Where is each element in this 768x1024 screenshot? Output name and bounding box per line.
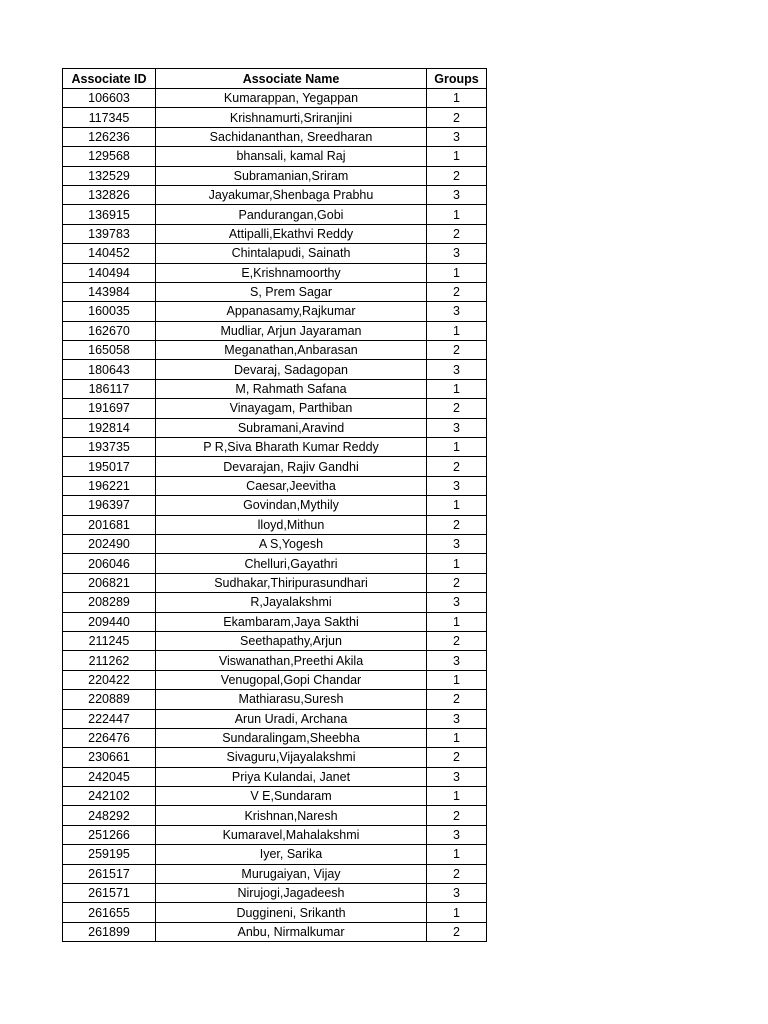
- associate-id-cell: 196397: [63, 496, 156, 515]
- groups-cell: 1: [427, 438, 487, 457]
- associate-name-cell: Jayakumar,Shenbaga Prabhu: [156, 185, 427, 204]
- associate-id-cell: 126236: [63, 127, 156, 146]
- associate-id-cell: 222447: [63, 709, 156, 728]
- table-row: [63, 903, 487, 922]
- groups-cell: 3: [427, 709, 487, 728]
- associate-name-cell: Sachidananthan, Sreedharan: [156, 127, 427, 146]
- associate-name-cell: Kumarappan, Yegappan: [156, 89, 427, 108]
- associate-id-cell: 261899: [63, 922, 156, 941]
- groups-cell: 1: [427, 321, 487, 340]
- table-row: [63, 282, 487, 301]
- groups-cell: 1: [427, 379, 487, 398]
- table-row: [63, 922, 487, 941]
- groups-cell: 3: [427, 127, 487, 146]
- table-row: [63, 845, 487, 864]
- associate-id-cell: 261655: [63, 903, 156, 922]
- associate-name-cell: Devarajan, Rajiv Gandhi: [156, 457, 427, 476]
- table-row: [63, 767, 487, 786]
- associate-name-cell: Ekambaram,Jaya Sakthi: [156, 612, 427, 631]
- table-row: [63, 108, 487, 127]
- table-row: [63, 573, 487, 592]
- groups-cell: 1: [427, 787, 487, 806]
- table-row: [63, 399, 487, 418]
- associate-id-cell: 162670: [63, 321, 156, 340]
- table-row: [63, 554, 487, 573]
- associate-id-cell: 117345: [63, 108, 156, 127]
- groups-cell: 2: [427, 457, 487, 476]
- header-groups: Groups: [427, 69, 487, 89]
- groups-cell: 2: [427, 341, 487, 360]
- table-row: [63, 438, 487, 457]
- groups-cell: 2: [427, 748, 487, 767]
- groups-cell: 2: [427, 864, 487, 883]
- associate-name-cell: Pandurangan,Gobi: [156, 205, 427, 224]
- associate-id-cell: 143984: [63, 282, 156, 301]
- associate-id-cell: 251266: [63, 825, 156, 844]
- groups-cell: 1: [427, 89, 487, 108]
- associate-name-cell: Devaraj, Sadagopan: [156, 360, 427, 379]
- associate-name-cell: bhansali, kamal Raj: [156, 147, 427, 166]
- table-row: [63, 690, 487, 709]
- table-row: [63, 263, 487, 282]
- associate-id-cell: 202490: [63, 534, 156, 553]
- associate-name-cell: Meganathan,Anbarasan: [156, 341, 427, 360]
- associate-id-cell: 140452: [63, 244, 156, 263]
- table-row: [63, 302, 487, 321]
- associate-name-cell: Vinayagam, Parthiban: [156, 399, 427, 418]
- table-row: [63, 127, 487, 146]
- associate-name-cell: Kumaravel,Mahalakshmi: [156, 825, 427, 844]
- associate-id-cell: 206821: [63, 573, 156, 592]
- groups-cell: 3: [427, 360, 487, 379]
- associate-id-cell: 209440: [63, 612, 156, 631]
- associate-name-cell: A S,Yogesh: [156, 534, 427, 553]
- associate-name-cell: Caesar,Jeevitha: [156, 476, 427, 495]
- groups-cell: 2: [427, 224, 487, 243]
- groups-cell: 3: [427, 302, 487, 321]
- associate-name-cell: Attipalli,Ekathvi Reddy: [156, 224, 427, 243]
- associate-name-cell: P R,Siva Bharath Kumar Reddy: [156, 438, 427, 457]
- associate-name-cell: Chintalapudi, Sainath: [156, 244, 427, 263]
- groups-cell: 3: [427, 825, 487, 844]
- associate-id-cell: 261517: [63, 864, 156, 883]
- table-row: [63, 379, 487, 398]
- associate-id-cell: 139783: [63, 224, 156, 243]
- associate-id-cell: 226476: [63, 728, 156, 747]
- table-row: [63, 709, 487, 728]
- associate-id-cell: 132529: [63, 166, 156, 185]
- associate-id-cell: 201681: [63, 515, 156, 534]
- associate-groups-table: [62, 68, 487, 942]
- table-row: [63, 341, 487, 360]
- associate-id-cell: 211245: [63, 631, 156, 650]
- table-row: [63, 205, 487, 224]
- groups-cell: 2: [427, 631, 487, 650]
- table-row: [63, 884, 487, 903]
- table-row: [63, 89, 487, 108]
- groups-cell: 1: [427, 612, 487, 631]
- groups-cell: 2: [427, 166, 487, 185]
- associate-id-cell: 140494: [63, 263, 156, 282]
- groups-cell: 2: [427, 690, 487, 709]
- associate-name-cell: M, Rahmath Safana: [156, 379, 427, 398]
- groups-cell: 1: [427, 147, 487, 166]
- associate-id-cell: 136915: [63, 205, 156, 224]
- table-row: [63, 224, 487, 243]
- groups-cell: 2: [427, 515, 487, 534]
- groups-cell: 1: [427, 903, 487, 922]
- associate-id-cell: 106603: [63, 89, 156, 108]
- table-row: [63, 360, 487, 379]
- associate-name-cell: Subramani,Aravind: [156, 418, 427, 437]
- associate-name-cell: lloyd,Mithun: [156, 515, 427, 534]
- groups-cell: 1: [427, 496, 487, 515]
- table-row: [63, 612, 487, 631]
- table-row: [63, 185, 487, 204]
- associate-id-cell: 208289: [63, 593, 156, 612]
- table-row: [63, 244, 487, 263]
- header-associate-name: Associate Name: [156, 69, 427, 89]
- table-row: [63, 670, 487, 689]
- associate-id-cell: 211262: [63, 651, 156, 670]
- table-row: [63, 515, 487, 534]
- associate-name-cell: Arun Uradi, Archana: [156, 709, 427, 728]
- associate-id-cell: 220889: [63, 690, 156, 709]
- groups-cell: 3: [427, 244, 487, 263]
- associate-id-cell: 129568: [63, 147, 156, 166]
- associate-name-cell: Appanasamy,Rajkumar: [156, 302, 427, 321]
- associate-id-cell: 206046: [63, 554, 156, 573]
- associate-name-cell: Sivaguru,Vijayalakshmi: [156, 748, 427, 767]
- associate-id-cell: 196221: [63, 476, 156, 495]
- groups-cell: 3: [427, 651, 487, 670]
- associate-name-cell: Nirujogi,Jagadeesh: [156, 884, 427, 903]
- groups-cell: 2: [427, 573, 487, 592]
- associate-name-cell: Murugaiyan, Vijay: [156, 864, 427, 883]
- associate-id-cell: 193735: [63, 438, 156, 457]
- table-row: [63, 321, 487, 340]
- associate-name-cell: Anbu, Nirmalkumar: [156, 922, 427, 941]
- associate-name-cell: Sudhakar,Thiripurasundhari: [156, 573, 427, 592]
- associate-name-cell: Venugopal,Gopi Chandar: [156, 670, 427, 689]
- associate-name-cell: Priya Kulandai, Janet: [156, 767, 427, 786]
- groups-cell: 1: [427, 670, 487, 689]
- associate-id-cell: 165058: [63, 341, 156, 360]
- associate-name-cell: Duggineni, Srikanth: [156, 903, 427, 922]
- associate-name-cell: R,Jayalakshmi: [156, 593, 427, 612]
- associate-id-cell: 261571: [63, 884, 156, 903]
- groups-cell: 1: [427, 728, 487, 747]
- associate-name-cell: Viswanathan,Preethi Akila: [156, 651, 427, 670]
- groups-cell: 2: [427, 922, 487, 941]
- table-row: [63, 806, 487, 825]
- table-row: [63, 787, 487, 806]
- associate-name-cell: Subramanian,Sriram: [156, 166, 427, 185]
- associate-id-cell: 242102: [63, 787, 156, 806]
- associate-id-cell: 192814: [63, 418, 156, 437]
- associate-name-cell: S, Prem Sagar: [156, 282, 427, 301]
- header-associate-id: Associate ID: [63, 69, 156, 89]
- table-row: [63, 147, 487, 166]
- groups-cell: 3: [427, 534, 487, 553]
- table-row: [63, 593, 487, 612]
- table-row: [63, 748, 487, 767]
- table-row: [63, 496, 487, 515]
- associate-id-cell: 259195: [63, 845, 156, 864]
- associate-id-cell: 132826: [63, 185, 156, 204]
- associate-id-cell: 186117: [63, 379, 156, 398]
- associate-name-cell: Sundaralingam,Sheebha: [156, 728, 427, 747]
- groups-cell: 3: [427, 476, 487, 495]
- groups-cell: 1: [427, 554, 487, 573]
- associate-id-cell: 180643: [63, 360, 156, 379]
- groups-cell: 1: [427, 263, 487, 282]
- table-body: [63, 89, 487, 942]
- associate-id-cell: 195017: [63, 457, 156, 476]
- associate-name-cell: V E,Sundaram: [156, 787, 427, 806]
- associate-name-cell: Krishnamurti,Sriranjini: [156, 108, 427, 127]
- groups-cell: 3: [427, 884, 487, 903]
- groups-cell: 3: [427, 767, 487, 786]
- groups-cell: 1: [427, 205, 487, 224]
- table-row: [63, 651, 487, 670]
- table-row: [63, 418, 487, 437]
- groups-cell: 2: [427, 108, 487, 127]
- associate-id-cell: 242045: [63, 767, 156, 786]
- associate-id-cell: 248292: [63, 806, 156, 825]
- associate-name-cell: Seethapathy,Arjun: [156, 631, 427, 650]
- table-row: [63, 166, 487, 185]
- associate-id-cell: 230661: [63, 748, 156, 767]
- associate-name-cell: Mudliar, Arjun Jayaraman: [156, 321, 427, 340]
- table-row: [63, 476, 487, 495]
- table-row: [63, 864, 487, 883]
- associate-name-cell: Chelluri,Gayathri: [156, 554, 427, 573]
- groups-cell: 3: [427, 418, 487, 437]
- header-row: [63, 69, 487, 89]
- table-row: [63, 825, 487, 844]
- groups-cell: 1: [427, 845, 487, 864]
- groups-cell: 2: [427, 806, 487, 825]
- associate-name-cell: Mathiarasu,Suresh: [156, 690, 427, 709]
- associate-name-cell: Govindan,Mythily: [156, 496, 427, 515]
- associate-name-cell: E,Krishnamoorthy: [156, 263, 427, 282]
- groups-cell: 2: [427, 399, 487, 418]
- table-row: [63, 631, 487, 650]
- groups-cell: 3: [427, 593, 487, 612]
- associate-id-cell: 160035: [63, 302, 156, 321]
- groups-cell: 3: [427, 185, 487, 204]
- associate-id-cell: 191697: [63, 399, 156, 418]
- table-row: [63, 457, 487, 476]
- table-row: [63, 728, 487, 747]
- associate-name-cell: Iyer, Sarika: [156, 845, 427, 864]
- table-row: [63, 534, 487, 553]
- associate-id-cell: 220422: [63, 670, 156, 689]
- groups-cell: 2: [427, 282, 487, 301]
- associate-name-cell: Krishnan,Naresh: [156, 806, 427, 825]
